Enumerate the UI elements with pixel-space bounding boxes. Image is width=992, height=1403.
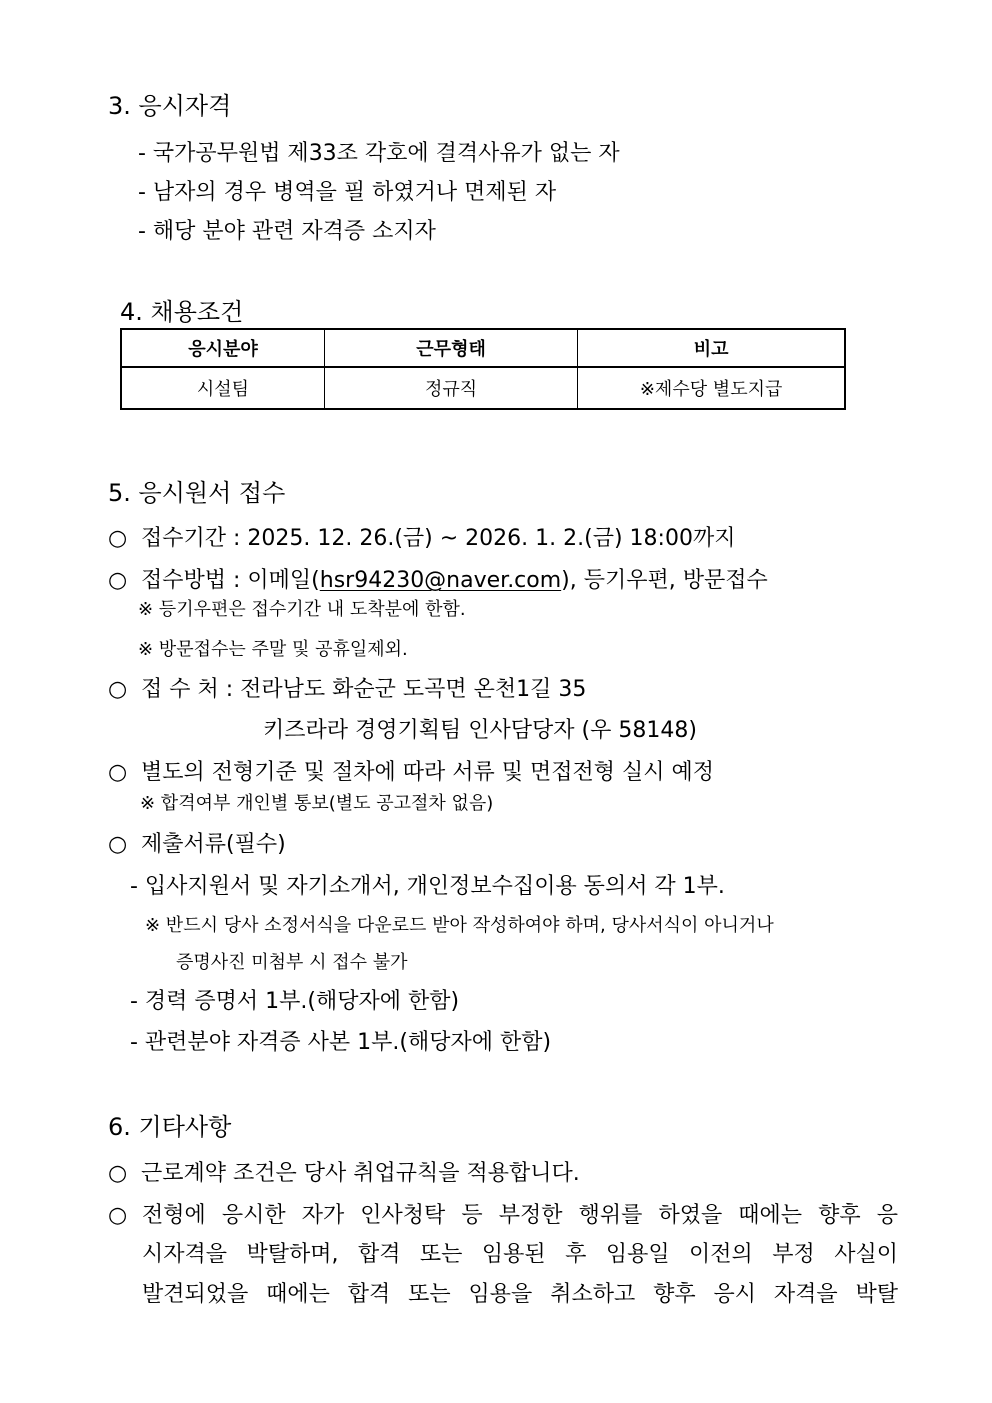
section-6-title: 6. 기타사항 [108,1113,232,1141]
table-row [121,367,845,409]
bullet: ○ [108,1161,128,1186]
document-item-3: - 관련분야 자격증 사본 1부.(해당자에 한함) [130,1030,552,1055]
screening-note: ※ 합격여부 개인별 통보(별도 공고절차 없음) [140,793,494,814]
header-work-type: 근무형태 [324,329,577,367]
document-note-line-1: ※ 반드시 당사 소정서식을 다운로드 받아 작성하여야 하며, 당사서식이 아니거나 [145,915,774,936]
table-header-row [121,329,845,367]
other-item-2-line-2: 시자격을 박탈하며, 합격 또는 임용된 후 임용일 이전의 부정 사실이 [142,1242,898,1267]
qualification-item-2: - 남자의 경우 병역을 필 하였거나 면제된 자 [138,180,557,205]
application-method [141,570,768,592]
document-note-line-2: 증명사진 미첨부 시 접수 불가 [176,952,408,973]
application-period: 접수기간 : 2025. 12. 26.(금) ~ 2026. 1. 2.(금) 18:00까지 [141,526,736,551]
bullet: ○ [108,1203,128,1228]
document-item-2: - 경력 증명서 1부.(해당자에 한함) [130,989,460,1014]
header-remarks: 비고 [578,329,845,367]
submission-place-line2: 키즈라라 경영기획팀 인사담당자 (우 58148) [263,718,697,743]
section-5-title: 5. 응시원서 접수 [108,479,286,507]
other-item-2-line-3: 발견되었을 때에는 합격 또는 임용을 취소하고 향후 응시 자격을 박탈 [142,1282,898,1307]
required-documents-title: 제출서류(필수) [141,832,286,857]
bullet: ○ [108,677,128,702]
document-item-1: - 입사지원서 및 자기소개서, 개인정보수집이용 동의서 각 1부. [130,874,725,899]
other-item-1: 근로계약 조건은 당사 취업규칙을 적용합니다. [141,1161,580,1186]
method-prefix: 접수방법 : 이메일( [141,568,320,593]
note-visit: ※ 방문접수는 주말 및 공휴일제외. [138,639,408,660]
submission-place: 접 수 처 : 전라남도 화순군 도곡면 온천1길 35 [141,677,587,702]
bullet: ○ [108,832,128,857]
other-item-2-line-1: 전형에 응시한 자가 인사청탁 등 부정한 행위를 하였을 때에는 향후 응 [142,1203,898,1228]
cell-remarks: ※제수당 별도지급 [578,367,845,409]
bullet: ○ [108,760,128,785]
method-suffix: ), 등기우편, 방문접수 [561,568,768,593]
cell-field: 시설팀 [121,367,324,409]
qualification-item-1: - 국가공무원법 제33조 각호에 결격사유가 없는 자 [138,141,620,166]
header-field: 응시분야 [121,329,324,367]
bullet: ○ [108,526,128,551]
note-registered-mail: ※ 등기우편은 접수기간 내 도착분에 한함. [138,599,466,620]
cell-work-type: 정규직 [324,367,577,409]
screening-procedure: 별도의 전형기준 및 절차에 따라 서류 및 면접전형 실시 예정 [141,760,714,785]
qualification-item-3: - 해당 분야 관련 자격증 소지자 [138,219,436,244]
bullet: ○ [108,568,128,593]
email-link[interactable]: hsr94230@naver.com [319,568,562,593]
section-3-title: 3. 응시자격 [108,92,232,120]
section-4-title: 4. 채용조건 [120,298,244,326]
employment-conditions-table [120,328,846,410]
